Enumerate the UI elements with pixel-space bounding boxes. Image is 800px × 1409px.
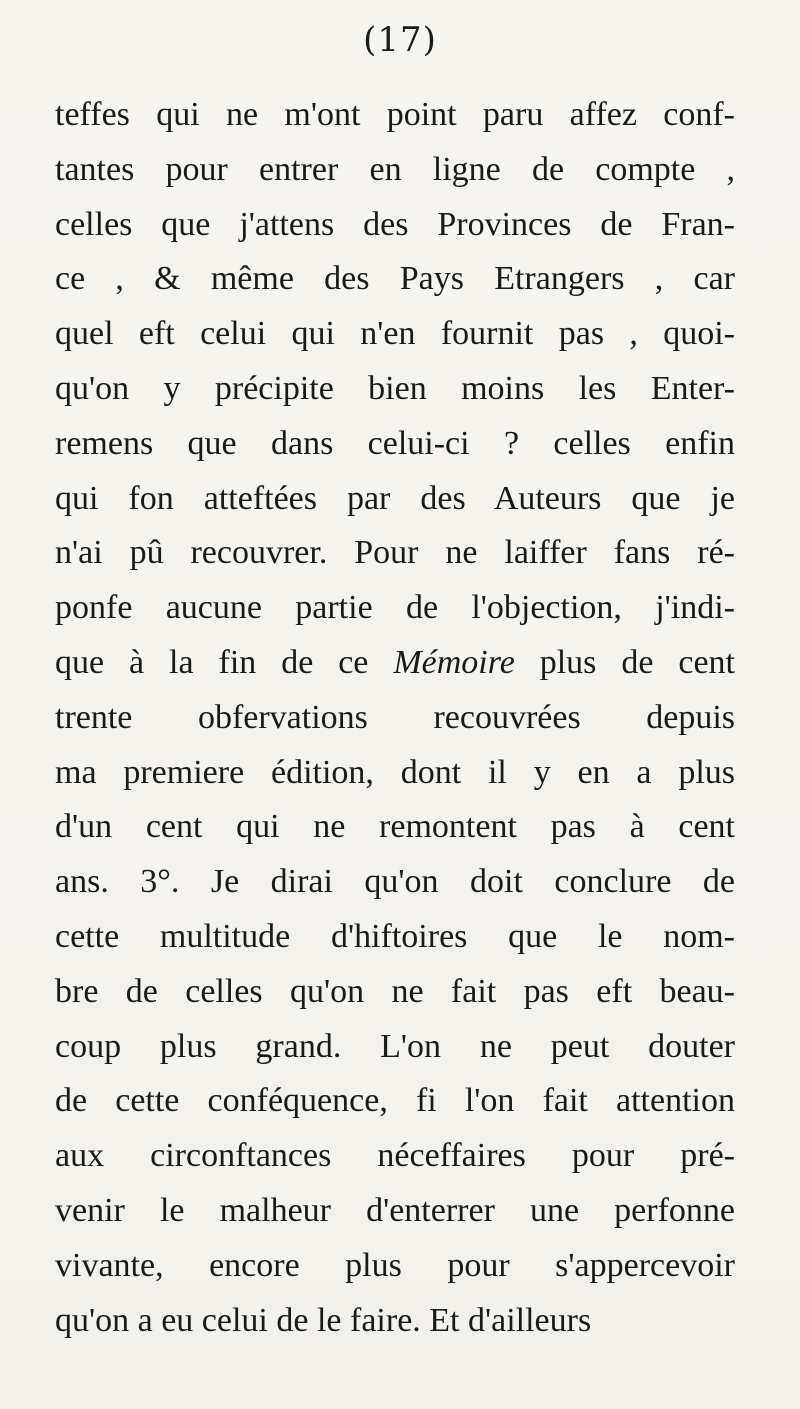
text-line-6: qu'on y précipite bien moins les Enter- — [55, 369, 735, 407]
text-line-14: d'un cent qui ne remontent pas à cent — [55, 808, 735, 846]
text-line-10: ponfe aucune partie de l'objection, j'indi- — [55, 589, 735, 627]
text-line-7: remens que dans celui-ci ? celles enfin — [55, 424, 735, 462]
italic-title-memoire: Mémoire — [393, 643, 515, 681]
text-line-11-after: plus de cent — [514, 643, 735, 681]
text-line-5: quel eft celui qui n'en fournit pas , quoi- — [55, 315, 735, 353]
text-line-18: coup plus grand. L'on ne peut douter — [55, 1027, 735, 1065]
page-number: (17) — [363, 20, 437, 60]
text-line-11-before: que à la fin de ce — [55, 643, 394, 681]
text-line-19: de cette conféquence, fi l'on fait attention — [55, 1082, 735, 1120]
text-line-4: ce , & même des Pays Etrangers , car — [55, 260, 735, 298]
text-line-15: ans. 3°. Je dirai qu'on doit conclure de — [55, 863, 735, 901]
text-line-2: tantes pour entrer en ligne de compte , — [55, 150, 735, 188]
text-line-23: qu'on a eu celui de le faire. Et d'ailleurs — [55, 1301, 592, 1339]
text-line-16: cette multitude d'hiftoires que le nom- — [55, 917, 735, 955]
text-line-3: celles que j'attens des Provinces de Fran- — [55, 205, 735, 243]
text-line-12: trente obfervations recouvrées depuis — [55, 698, 735, 736]
text-line-20: aux circonftances néceffaires pour pré- — [55, 1137, 735, 1175]
text-line-21: venir le malheur d'enterrer une perfonne — [55, 1191, 735, 1229]
text-line-22: vivante, encore plus pour s'appercevoir — [55, 1246, 735, 1284]
text-line-11 — [55, 636, 735, 691]
text-line-1: teffes qui ne m'ont point paru affez conf- — [55, 96, 735, 133]
text-line-8: qui fon atteftées par des Auteurs que je — [55, 479, 735, 517]
text-line-17: bre de celles qu'on ne fait pas eft beau- — [55, 972, 735, 1010]
body-text — [55, 88, 735, 1348]
text-line-9: n'ai pû recouvrer. Pour ne laiffer fans ré- — [55, 534, 735, 572]
text-line-13: ma premiere édition, dont il y en a plus — [55, 753, 735, 791]
